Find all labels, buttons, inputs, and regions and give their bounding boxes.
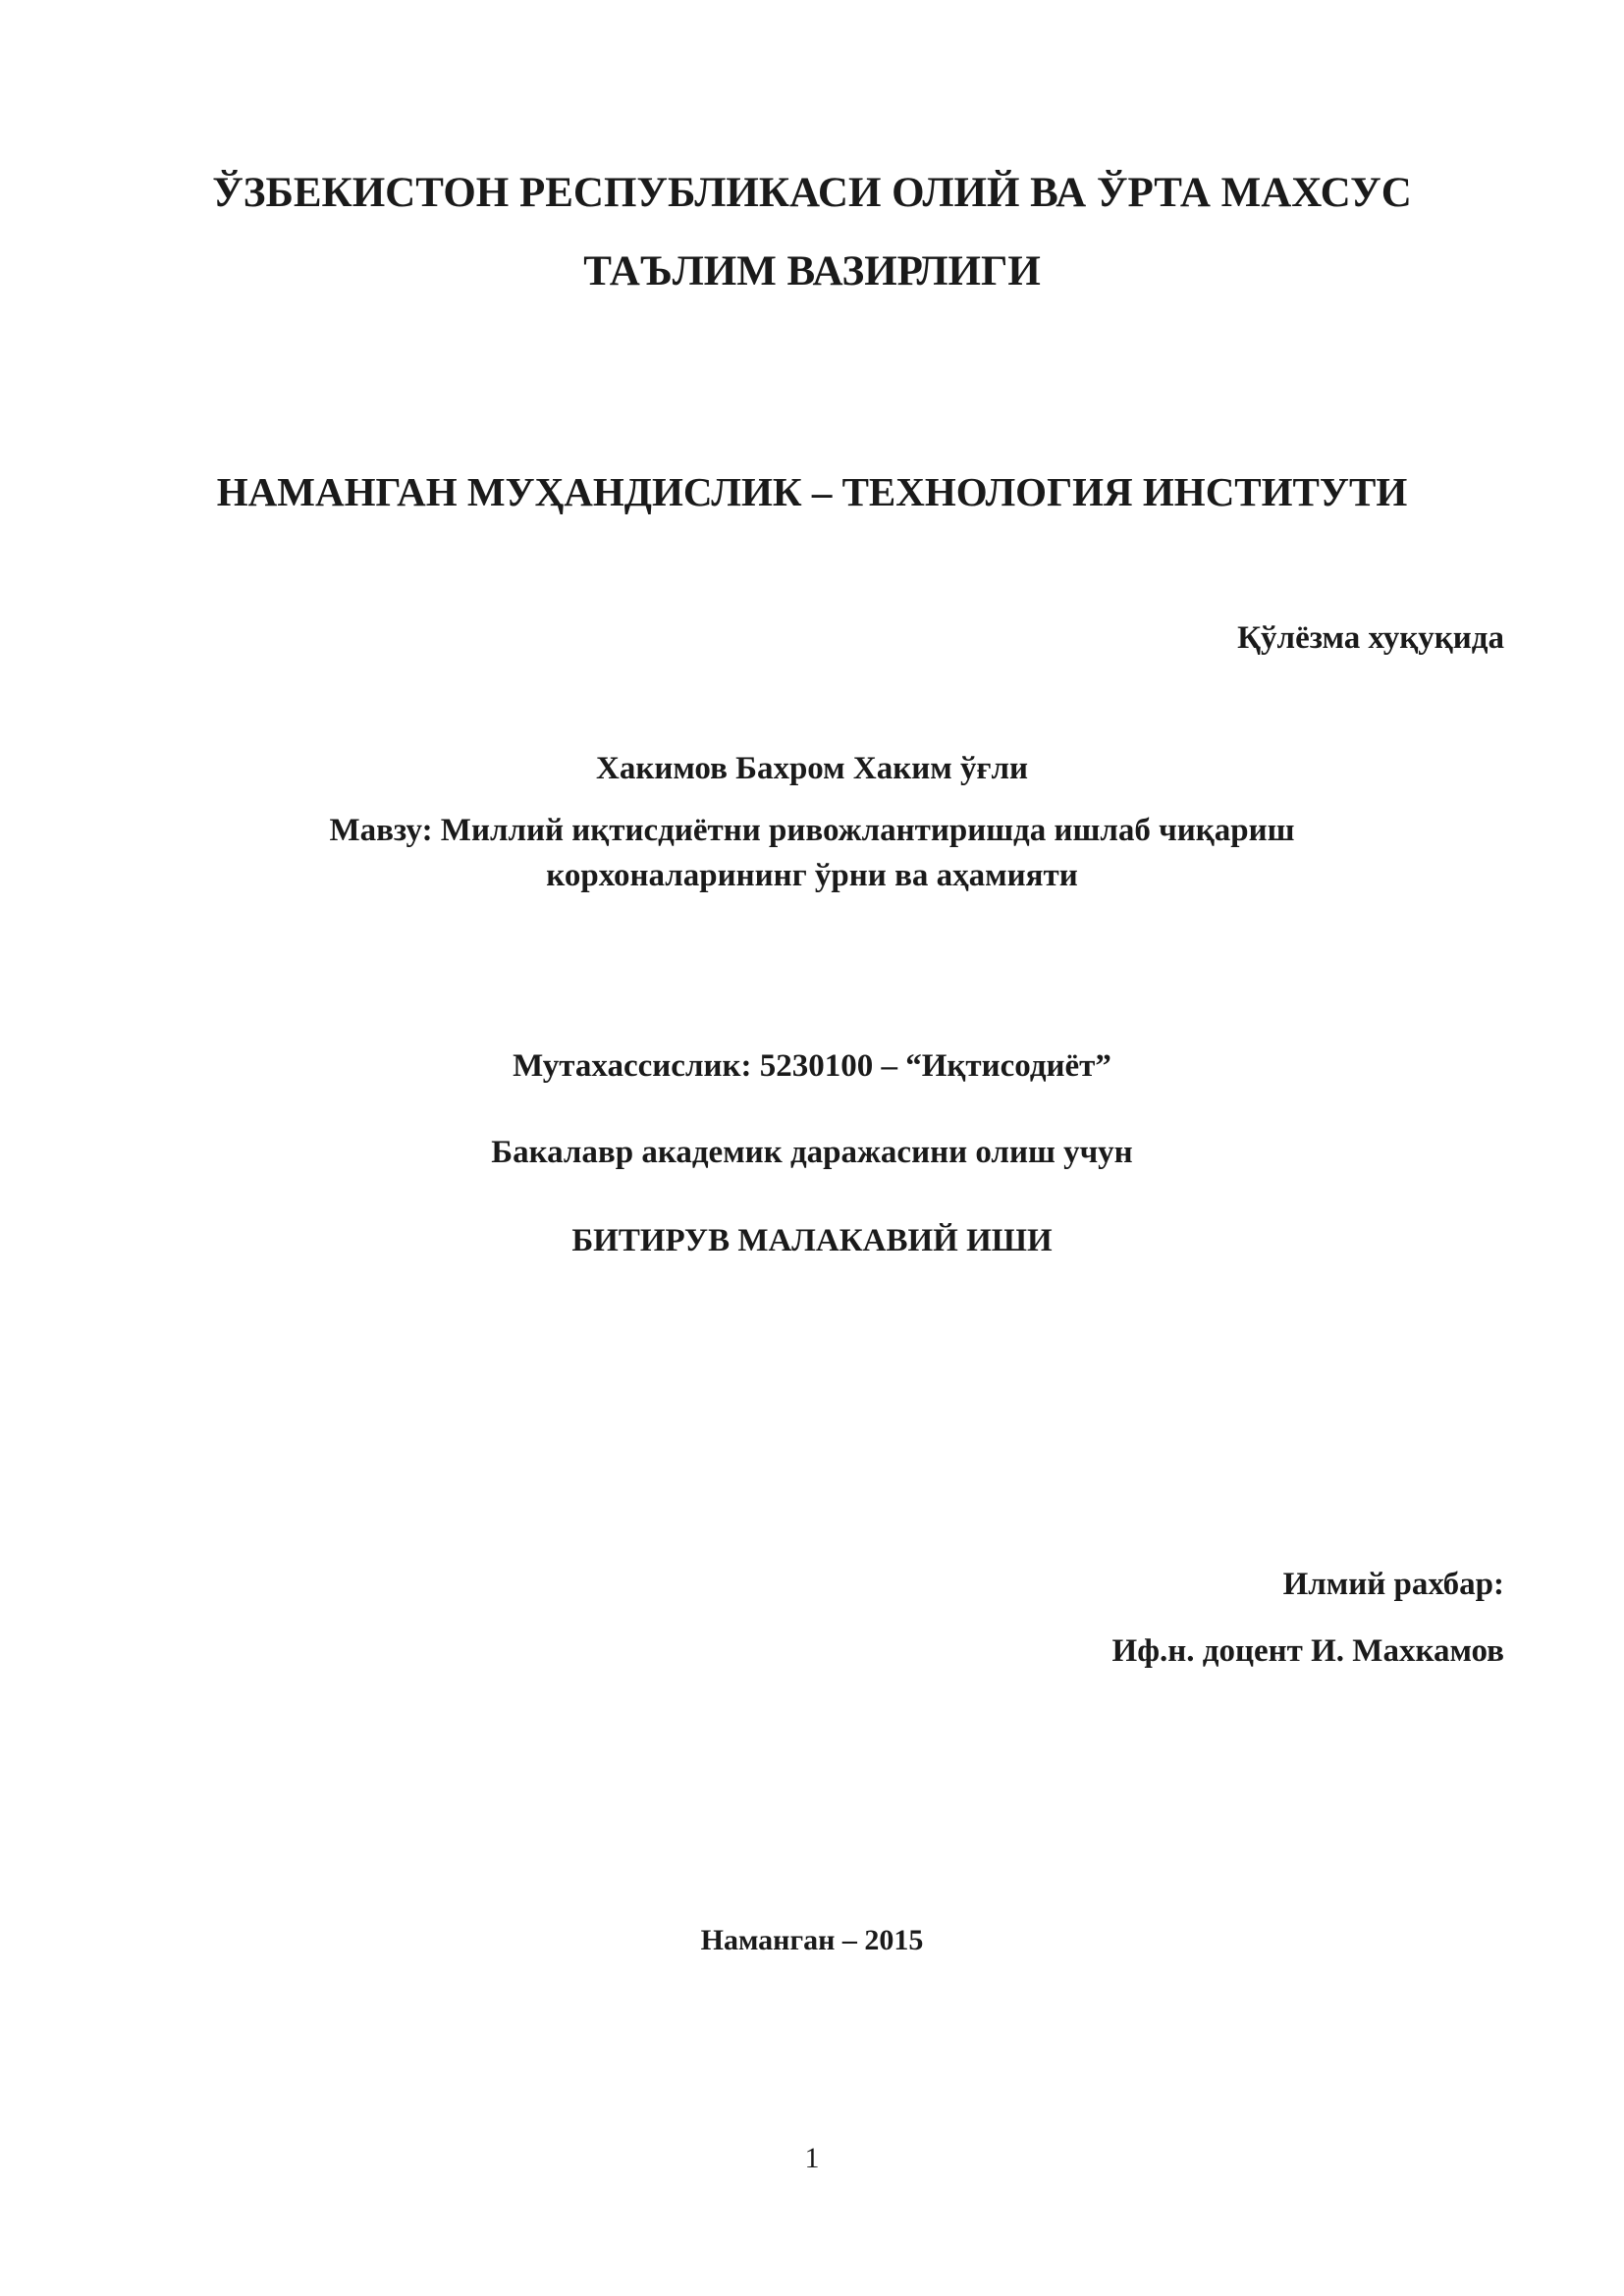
- work-type-title: БИТИРУВ МАЛАКАВИЙ ИШИ: [571, 1223, 1053, 1258]
- topic-line2: корхоналарининг ўрни ва аҳамияти: [546, 858, 1078, 893]
- ministry-title-line1: ЎЗБЕКИСТОН РЕСПУБЛИКАСИ ОЛИЙ ВА ЎРТА МАХСУС: [212, 170, 1412, 216]
- place-year: Наманган – 2015: [700, 1924, 924, 1956]
- supervisor-name: Иф.н. доцент И. Махкамов: [1111, 1633, 1504, 1669]
- degree-purpose: Бакалавр академик даражасини олиш учун: [491, 1135, 1133, 1170]
- manuscript-note: Қўлёзма хуқуқида: [1237, 620, 1504, 656]
- page-number: 1: [804, 2142, 820, 2174]
- ministry-title-line2: ТАЪЛИМ ВАЗИРЛИГИ: [583, 248, 1041, 294]
- institute-name: НАМАНГАН МУҲАНДИСЛИК – ТЕХНОЛОГИЯ ИНСТИТУТИ: [216, 469, 1408, 514]
- topic-line1: Мавзу: Миллий иқтисдиётни ривожлантиришда ишлаб чиқариш: [329, 813, 1295, 848]
- author-name: Хакимов Бахром Хаким ўғли: [595, 751, 1029, 786]
- specialty: Мутахассислик: 5230100 – “Иқтисодиёт”: [513, 1048, 1111, 1084]
- supervisor-label: Илмий рахбар:: [1282, 1567, 1504, 1602]
